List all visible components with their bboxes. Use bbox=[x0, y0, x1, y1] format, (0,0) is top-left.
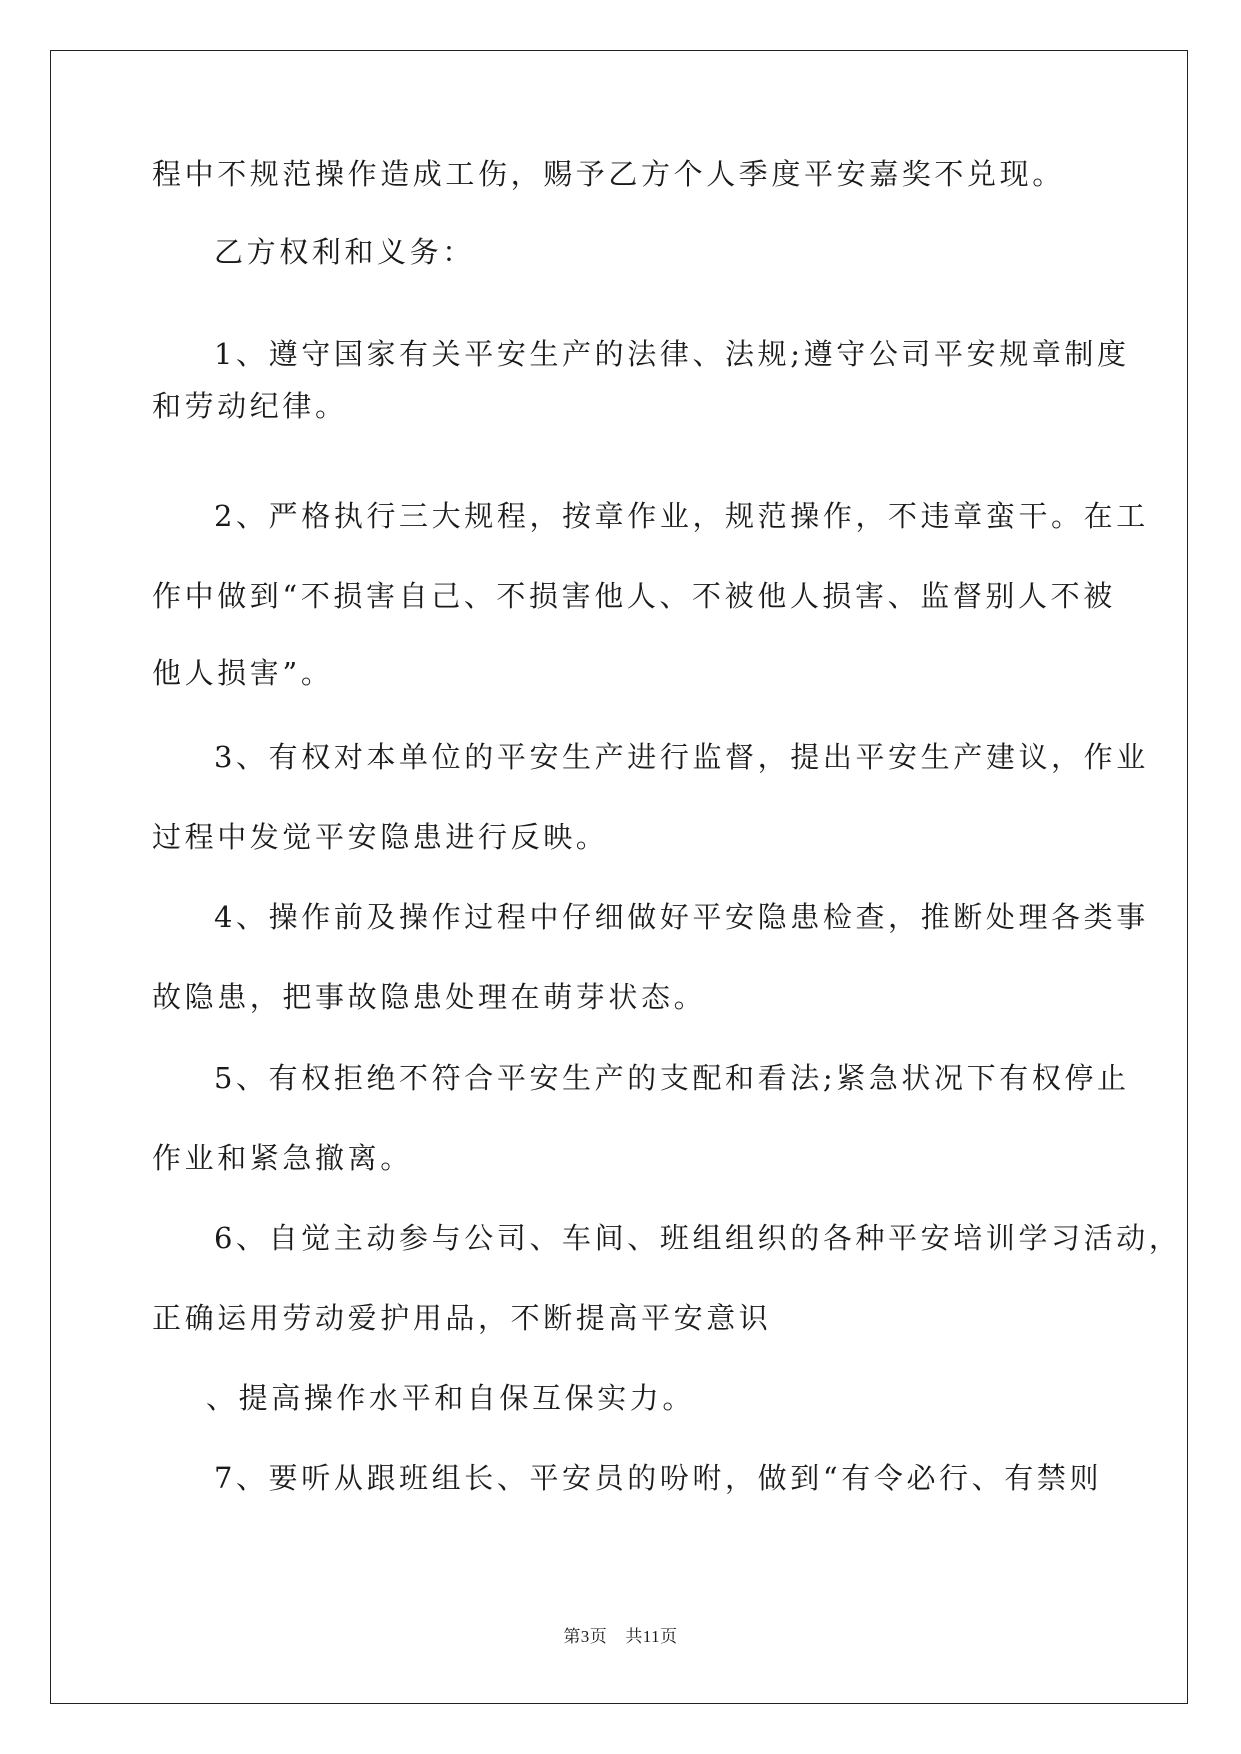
text-line: 程中不规范操作造成工伤，赐予乙方个人季度平安嘉奖不兑现。 bbox=[152, 157, 1065, 191]
text-line: 作中做到“不损害自己、不损害他人、不被他人损害、监督别人不被 bbox=[152, 579, 1116, 613]
text-line: 过程中发觉平安隐患进行反映。 bbox=[152, 820, 609, 854]
text-line: 、提高操作水平和自保互保实力。 bbox=[206, 1381, 696, 1415]
text-line: 故隐患，把事故隐患处理在萌芽状态。 bbox=[152, 980, 707, 1014]
page-number: 第3页 bbox=[563, 1627, 608, 1646]
text-line: 2、严格执行三大规程，按章作业，规范操作，不违章蛮干。在工 bbox=[214, 499, 1149, 533]
section-heading: 乙方权利和义务： bbox=[214, 235, 475, 269]
text-line: 6、自觉主动参与公司、车间、班组组织的各种平安培训学习活动， bbox=[214, 1221, 1182, 1255]
text-line: 5、有权拒绝不符合平安生产的支配和看法;紧急状况下有权停止 bbox=[214, 1061, 1130, 1095]
text-line: 1、遵守国家有关平安生产的法律、法规;遵守公司平安规章制度 bbox=[214, 337, 1130, 371]
text-line: 7、要听从跟班组长、平安员的吩咐，做到“有令必行、有禁则 bbox=[214, 1461, 1103, 1495]
page-footer bbox=[0, 1622, 1241, 1647]
text-line: 4、操作前及操作过程中仔细做好平安隐患检查，推断处理各类事 bbox=[214, 900, 1149, 934]
text-line: 他人损害”。 bbox=[152, 656, 334, 690]
text-line: 和劳动纪律。 bbox=[152, 389, 348, 423]
page-total: 共11页 bbox=[625, 1627, 678, 1646]
text-line: 正确运用劳动爱护用品，不断提高平安意识 bbox=[152, 1301, 772, 1335]
text-line: 3、有权对本单位的平安生产进行监督，提出平安生产建议，作业 bbox=[214, 740, 1149, 774]
page-border bbox=[50, 50, 1188, 1704]
text-line: 作业和紧急撤离。 bbox=[152, 1141, 413, 1175]
